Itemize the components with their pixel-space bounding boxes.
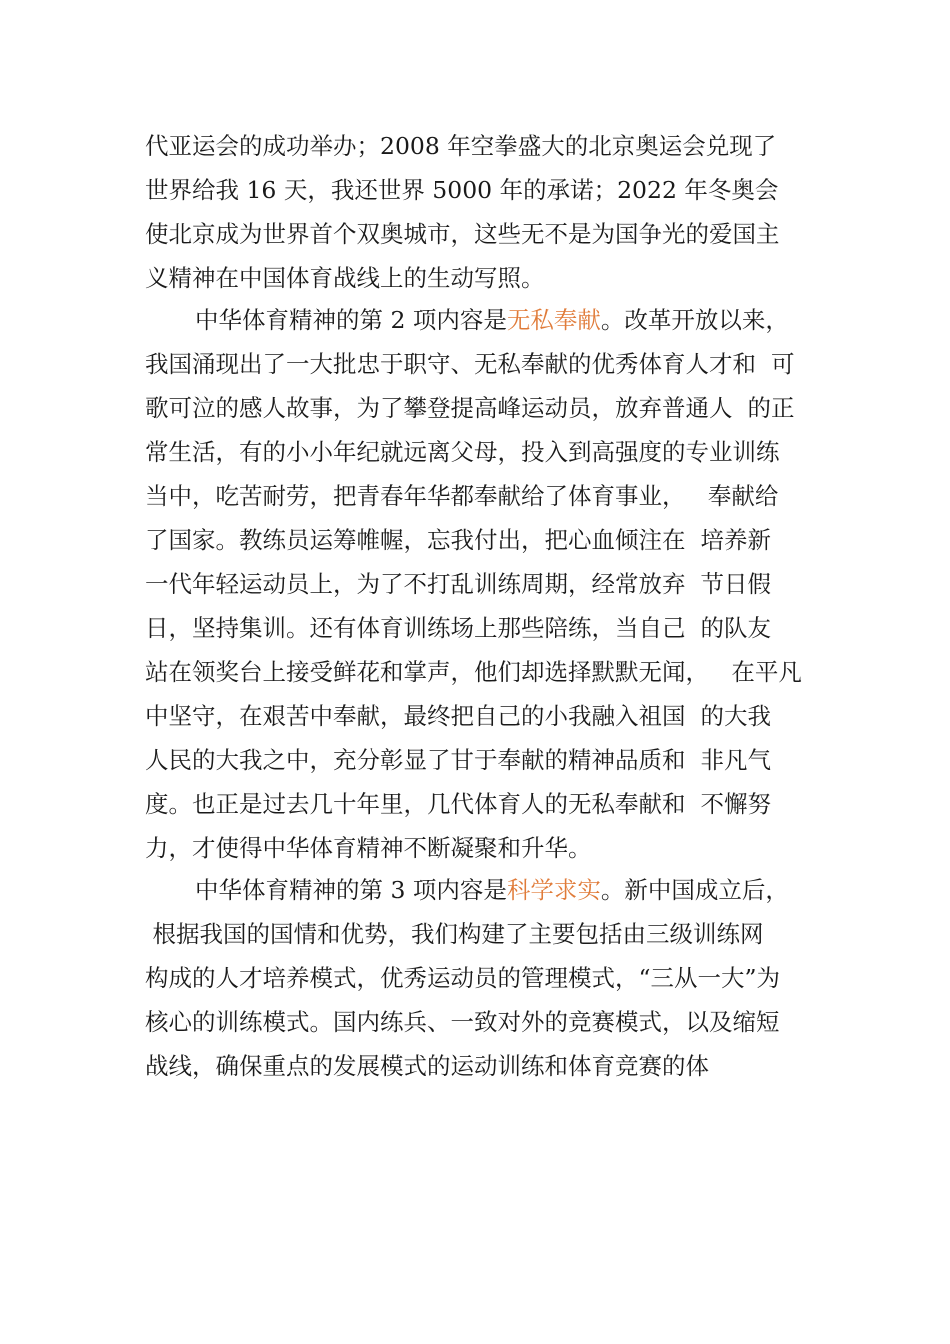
text-line: 日，坚持集训。还有体育训练场上那些陪练，当自己 的队友 (145, 614, 771, 642)
highlight-term-scientific-realism: 科学求实 (506, 876, 601, 904)
text-span: 中华体育精神的第 2 项内容是 (195, 306, 507, 334)
text-line: 世界给我 16 天，我还世界 5000 年的承诺；2022 年冬奥会 (145, 176, 779, 204)
text-line: 歌可泣的感人故事，为了攀登提高峰运动员，放弃普通人 的正 (145, 394, 795, 422)
text-line: 代亚运会的成功举办；2008 年空拳盛大的北京奥运会兑现了 (145, 132, 777, 160)
text-line: 当中，吃苦耐劳，把青春年华都奉献给了体育事业， 奉献给 (145, 482, 779, 510)
text-line: 中坚守，在艰苦中奉献，最终把自己的小我融入祖国 的大我 (145, 702, 771, 730)
text-line: 我国涌现出了一大批忠于职守、无私奉献的优秀体育人才和 可 (145, 350, 795, 378)
text-line: 常生活，有的小小年纪就远离父母，投入到高强度的专业训练 (145, 438, 780, 466)
text-line: 一代年轻运动员上，为了不打乱训练周期，经常放弃 节日假 (145, 570, 771, 598)
paragraph-2-first-line (195, 298, 789, 342)
text-line: 根据我国的国情和优势，我们构建了主要包括由三级训练网 (145, 920, 764, 948)
highlight-term-selfless-dedication: 无私奉献 (506, 306, 601, 334)
text-line: 核心的训练模式。国内练兵、一致对外的竞赛模式，以及缩短 (145, 1008, 780, 1036)
text-line: 力，才使得中华体育精神不断凝聚和升华。 (145, 834, 592, 862)
text-line: 战线，确保重点的发展模式的运动训练和体育竞赛的体 (145, 1052, 709, 1080)
paragraph-3-first-line (195, 868, 789, 912)
text-span: 。改革开放以来， (600, 306, 789, 334)
text-line: 人民的大我之中，充分彰显了甘于奉献的精神品质和 非凡气 (145, 746, 771, 774)
text-line: 了国家。教练员运筹帷幄，忘我付出，把心血倾注在 培养新 (145, 526, 771, 554)
text-line: 站在领奖台上接受鲜花和掌声，他们却选择默默无闻， 在平凡 (145, 658, 802, 686)
text-line: 度。也正是过去几十年里，几代体育人的无私奉献和 不懈努 (145, 790, 771, 818)
text-span: 中华体育精神的第 3 项内容是 (195, 876, 507, 904)
text-line: 构成的人才培养模式，优秀运动员的管理模式，“三从一大”为 (145, 964, 781, 992)
text-line: 义精神在中国体育战线上的生动写照。 (145, 264, 545, 292)
text-span: 。新中国成立后， (600, 876, 789, 904)
text-line: 使北京成为世界首个双奥城市，这些无不是为国争光的爱国主 (145, 220, 780, 248)
